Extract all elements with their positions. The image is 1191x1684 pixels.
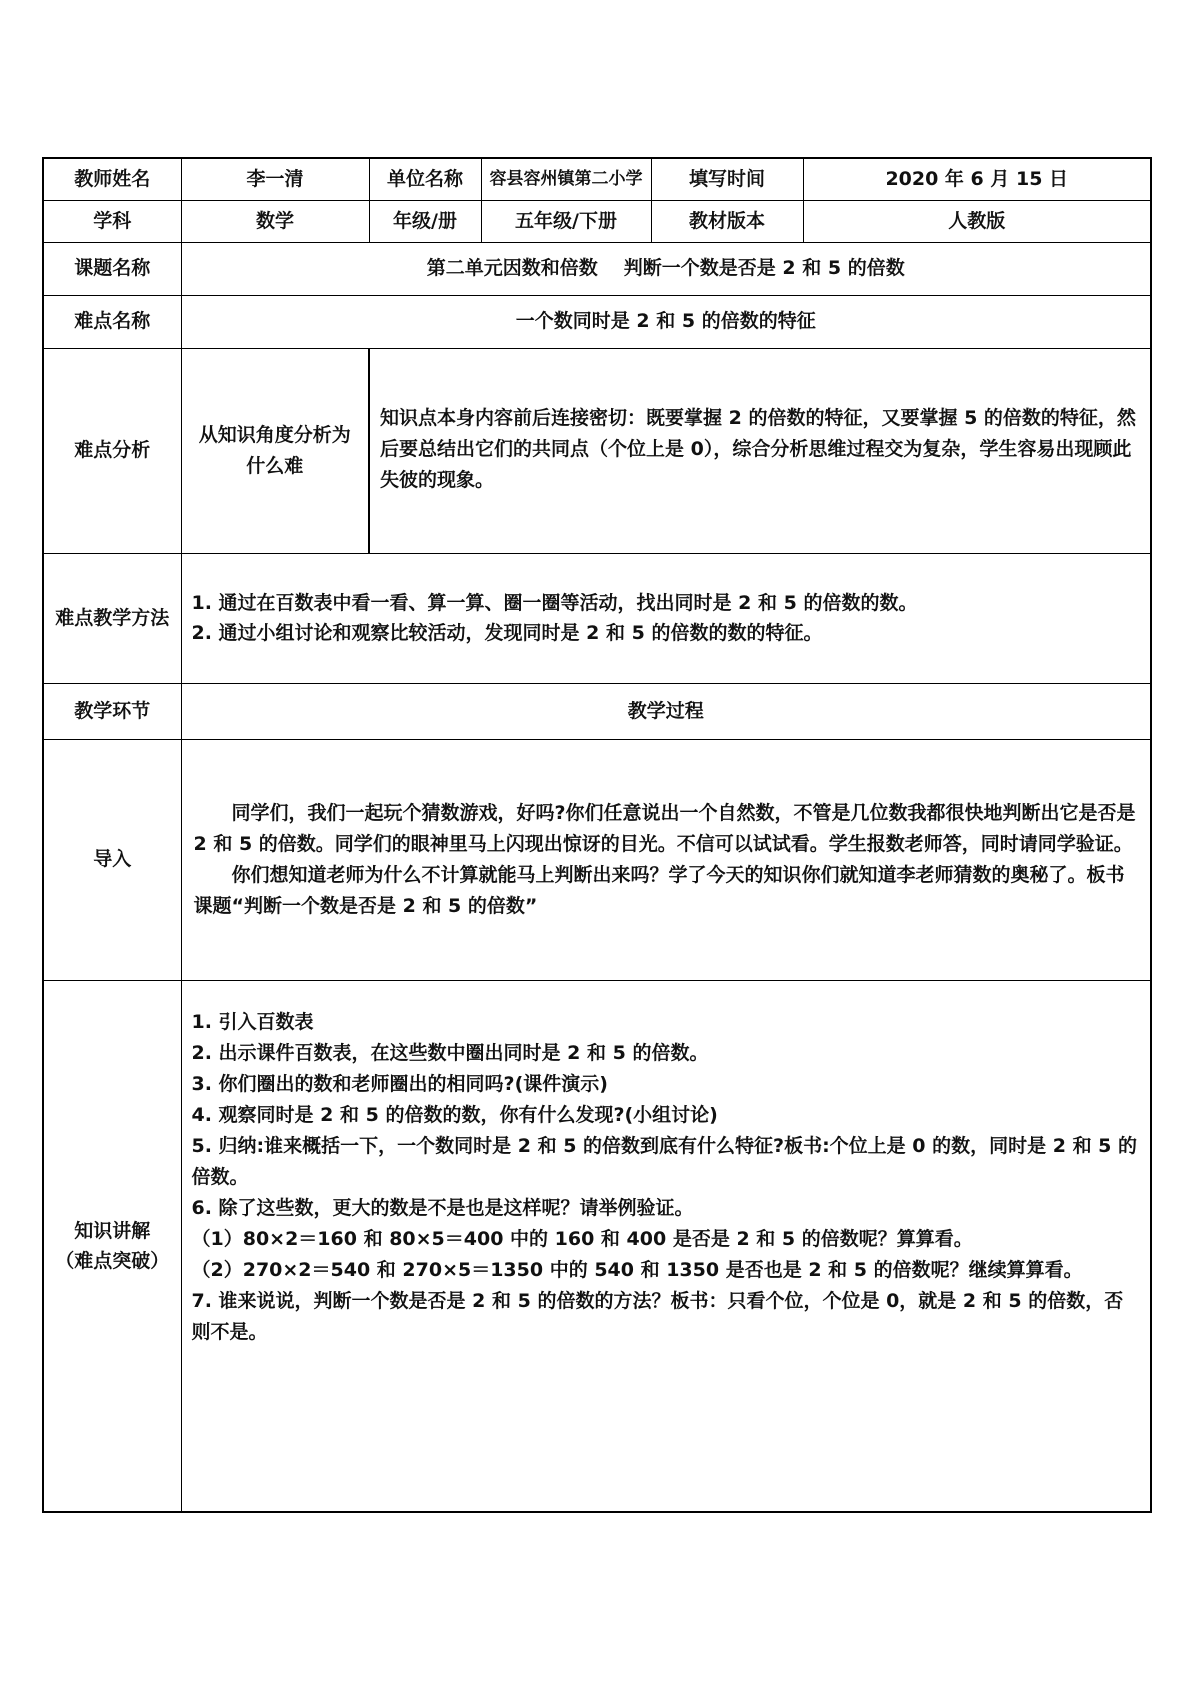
topic-value (181, 242, 1151, 295)
teacher-label: 教师姓名 (43, 158, 181, 200)
difficulty-label: 难点名称 (43, 295, 181, 348)
analysis-angle (181, 348, 369, 553)
analysis-text-cell (369, 348, 1151, 553)
intro-label: 导入 (43, 739, 181, 980)
stage-label: 教学环节 (43, 683, 181, 739)
method-item-2: 2. 通过小组讨论和观察比较活动，发现同时是 2 和 5 的倍数的数的特征。 (191, 622, 823, 644)
lesson-sheet (42, 157, 1150, 1527)
analysis-text: 知识点本身内容前后连接密切：既要掌握 2 的倍数的特征，又要掌握 5 的倍数的特征，然后要总结出它们的共同点（个位上是 0），综合分析思维过程交为复杂，学生容易出现顾此失彼的现象。 (380, 406, 1136, 491)
teacher-name: 李一清 (181, 158, 369, 200)
knowledge-item-3: 3. 你们圈出的数和老师圈出的相同吗?(课件演示) (191, 1072, 608, 1095)
lesson-plan-table (42, 157, 1152, 1513)
knowledge-label (43, 980, 181, 1512)
grade-value: 五年级/下册 (481, 200, 651, 242)
topic-row (43, 242, 1151, 295)
knowledge-item-5: 5. 归纳:谁来概括一下，一个数同时是 2 和 5 的倍数到底有什么特征?板书:个位上是 0 的数，同时是 2 和 5 的倍数。 (191, 1134, 1138, 1188)
unit-label: 单位名称 (369, 158, 481, 200)
intro-paragraph-1: 同学们，我们一起玩个猜数游戏，好吗?你们任意说出一个自然数，不管是几位数我都很快地判断出它是否是 2 和 5 的倍数。同学们的眼神里马上闪现出惊讶的目光。不信可以试试看。学生报数老师答，同时请同学验证。 (193, 801, 1136, 855)
method-row (43, 553, 1151, 683)
analysis-label: 难点分析 (43, 348, 181, 553)
knowledge-row (43, 980, 1151, 1512)
subject-value: 数学 (181, 200, 369, 242)
process-label: 教学过程 (181, 683, 1151, 739)
analysis-angle-line1: 从知识角度分析为 (198, 423, 351, 446)
intro-row (43, 739, 1151, 980)
knowledge-label-line2: （难点突破） (55, 1249, 170, 1272)
method-item-1: 1. 通过在百数表中看一看、算一算、圈一圈等活动，找出同时是 2 和 5 的倍数的数。 (191, 592, 918, 614)
topic-unit: 第二单元因数和倍数 (426, 257, 598, 279)
analysis-row (43, 348, 1151, 553)
method-text-cell (181, 553, 1151, 683)
knowledge-item-6-2: （2）270×2＝540 和 270×5＝1350 中的 540 和 1350 是否也是 2 和 5 的倍数呢？继续算算看。 (191, 1258, 1083, 1281)
date-value: 2020 年 6 月 15 日 (803, 158, 1151, 200)
method-label: 难点教学方法 (43, 553, 181, 683)
difficulty-row (43, 295, 1151, 348)
knowledge-item-6: 6. 除了这些数，更大的数是不是也是这样呢？请举例验证。 (191, 1196, 694, 1219)
knowledge-label-line1: 知识讲解 (74, 1219, 151, 1242)
subject-label: 学科 (43, 200, 181, 242)
knowledge-item-2: 2. 出示课件百数表，在这些数中圈出同时是 2 和 5 的倍数。 (191, 1041, 709, 1064)
edition-value: 人教版 (803, 200, 1151, 242)
topic-label: 课题名称 (43, 242, 181, 295)
knowledge-item-6-1: （1）80×2＝160 和 80×5＝400 中的 160 和 400 是否是 2 和 5 的倍数呢？算算看。 (191, 1227, 973, 1250)
process-header-row (43, 683, 1151, 739)
knowledge-item-4: 4. 观察同时是 2 和 5 的倍数的数，你有什么发现?(小组讨论) (191, 1103, 718, 1126)
date-label: 填写时间 (651, 158, 803, 200)
knowledge-text-cell (181, 980, 1151, 1512)
intro-text-cell (181, 739, 1151, 980)
info-row-1 (43, 158, 1151, 200)
info-row-2 (43, 200, 1151, 242)
topic-title: 判断一个数是否是 2 和 5 的倍数 (623, 257, 905, 279)
analysis-angle-line2: 什么难 (246, 454, 304, 477)
unit-name: 容县容州镇第二小学 (481, 158, 651, 200)
edition-label: 教材版本 (651, 200, 803, 242)
difficulty-value: 一个数同时是 2 和 5 的倍数的特征 (181, 295, 1151, 348)
intro-paragraph-2: 你们想知道老师为什么不计算就能马上判断出来吗？学了今天的知识你们就知道李老师猜数的奥秘了。板书课题“判断一个数是否是 2 和 5 的倍数” (193, 863, 1125, 917)
knowledge-item-1: 1. 引入百数表 (191, 1010, 314, 1033)
grade-label: 年级/册 (369, 200, 481, 242)
knowledge-item-7: 7. 谁来说说，判断一个数是否是 2 和 5 的倍数的方法？板书：只看个位，个位是 0，就是 2 和 5 的倍数，否则不是。 (191, 1289, 1124, 1343)
